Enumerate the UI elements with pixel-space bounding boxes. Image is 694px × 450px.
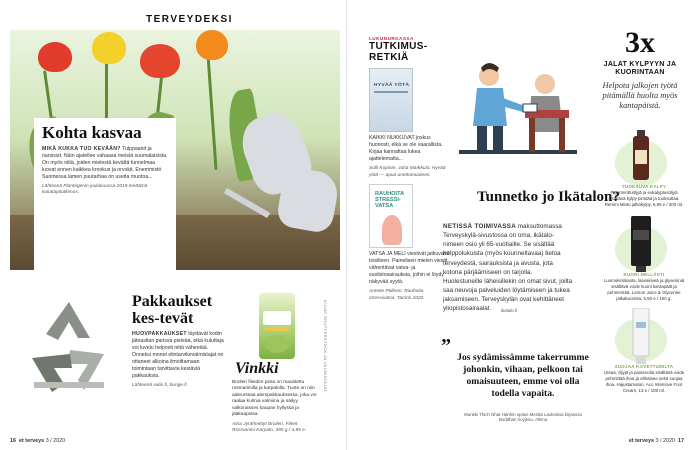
tutkimus-title: TUTKIMUS-RETKIÄ (369, 41, 428, 63)
doctor-patient-illustration (459, 54, 577, 172)
book1-credit: Sulli Kopiste, Juha Markkula: Hyvää yötä — apua unettomuuteen. (369, 166, 446, 178)
right-page (347, 0, 694, 450)
kohta-body-text: Tulppaanit ja narsissit. Näin ajatellee vahaasa meistä suomalaisista. On myös niitä, joiden mielestä kevättä tunnelmaa luovat ennen kaikkea krookus ja orvokit. Enemmistö Suomessa lamen puutarhaa on useita muotoa... (42, 145, 168, 180)
3x-title: JALAT KYLPYYN JA KUORINTAAN (603, 61, 677, 77)
tutkimus-column (369, 36, 449, 302)
book2-title: RAUHOITA STRESSI-VATSA (375, 191, 404, 210)
issue-number: 3 / 2020 (45, 438, 66, 444)
tunnetko-title: Tunnetko jo Ikätalon? (477, 189, 620, 205)
foot-bath-bottle-icon (629, 130, 653, 182)
kohta-title: Kohta kasvaa (42, 123, 142, 142)
footer-left (10, 438, 65, 444)
tunnetko-link: ikatalo.fi (501, 308, 518, 313)
magazine-name: et terveys (19, 438, 45, 444)
product3-text (603, 364, 685, 394)
product2-text (603, 272, 685, 302)
tunnetko-lead: NETISSÄ TOIMIVASSA (443, 223, 517, 230)
3x-feature (595, 28, 685, 111)
product1-text (603, 184, 685, 208)
broiler-package-image (259, 293, 295, 359)
product3-desc: Ureaa, öljyjä ja pantenolia sisältävä voide pehmittää ihoa ja ehkäisee sekä suojaa ihoa. Hajustamaton. Aco Intensive Foot Cream, 13 e / 100 ml. (603, 369, 685, 393)
book-cover-rauhoita-stressivatsa (369, 184, 413, 248)
3x-heading: 3x (625, 26, 655, 59)
quote-mark: ” (441, 335, 451, 357)
pakkaukset-body-text: täyttävät kodin jäteastian parissa pisteää, eikä kuluttaja voi luvelu helposti niitä vähentää. Onneksi monet elintarvikevalmistajat on ottaneet alkoina ilmoittamaan toimintaan tarvittavia kestäviä pakkauksia. (132, 330, 224, 379)
product3-kicker: SUOJAA KOVETTUMILTA (614, 364, 674, 369)
foot-cream-tube-icon (631, 308, 651, 364)
footer-right (629, 438, 684, 444)
kohta-caption: Lähteenä Plantagenin joulukuussa 2019 teettämä kuluttajatutkimus. (42, 183, 148, 196)
book1-title: HYVÄÄ YÖTÄ (374, 83, 410, 88)
photo-credit: KUVAT SHUTTERSTOCK JA VALMISTAJAT (323, 300, 328, 393)
kohta-body (42, 146, 168, 181)
pakkaukset-title: Pakkaukset kes-tevät (132, 293, 213, 327)
vinkki-credit: Atria Jyrähnettyt Broileri. Fileet Rosmariini-Karpalo, 390 g / 4,95 e. (232, 421, 307, 434)
book2-credit: Annete Pöllnen: Rauhoita stressivatsa. Tammi 2020. (369, 289, 425, 301)
page-number: 16 (10, 438, 16, 444)
product1-kicker: TUOKSUVA KYLPY (621, 184, 667, 189)
pakkaukset-body (132, 331, 224, 380)
tutkimus-kicker: LUKUNURKASSA (369, 36, 414, 41)
vinkki-title: Vinkki (235, 360, 279, 377)
section-title: TERVEYDEKSI (146, 14, 233, 25)
issue-number-right: 3 / 2020 (655, 438, 675, 444)
pakkaukset-lead: HUOVPAKKAUKSET (132, 330, 187, 337)
kohta-lead: MIKÄ KUKKA TUO KEVÄÄN? (42, 145, 121, 152)
product2-desc: Luomukirsikasta, laavakiveä ja glyseriiniä sisältävä voide kuorii kantapäät ja pehmentää. Lemon Juice & Glycerine jalkakuorinta, 5,50 e / 100 g. (603, 277, 685, 301)
tunnetko-body (443, 222, 573, 313)
product1-desc: Piparminttuöljyä ja eukalyptusöljyä sisältävä kylpy piristää ja tuoksuttaa. Remmi Mintu jalkakylpy, 5,95 e / 200 ml. (604, 189, 684, 207)
pakkaukset-caption: Lähteenä valio.fi, bunge.fi (132, 382, 187, 388)
vinkki-body-text: Broileri fileiden pinta on maustettu rosmariinilla ja karpalolla. Tuote on niin aaleurssaa alempakkauksessa, joka voi raalaa kulmia valmiina ja säilyy valkonasses kaupan hyllyssä ja jääkaapissa. (232, 380, 317, 418)
scrub-tube-icon (629, 216, 653, 272)
tunnetko-body-text: maksuttomassa Terveyskylä-sivustossa on oma, ikätalo-nimeen osio yli 65-vuotiaille. Se sisältää helppolukuista (myös kuunneltavaa) tietoa terveydestä, sairauksista ja avusta, jota kotona pärjäämiseen on tarjolla. Huolestuneille läheisillekin on omat sivut, joilta saa neuvoja palveluiden löytämiseen ja tukea jaksamiseen. Terveyskylän ovat kehittäneet yliopistosairaalat. (443, 223, 573, 313)
book-cover-hyvaa-yota (369, 68, 413, 132)
vinkki-body (232, 380, 320, 435)
3x-subtitle: Helpota jalkojen työtä pitämällä huolta myös kantapäistä. (602, 80, 678, 110)
book2-text: VATSA JA MELI viestivät jatkuvasti toisilleen. Painelisen mielen viestit vähentävat vatsa- ja suolistosairauksia, joihin ei löydy näkyvää syytä. (369, 251, 449, 286)
kohta-kasvaa-article (34, 118, 176, 274)
page-number-right: 17 (678, 438, 684, 444)
pakkaukset-article (132, 294, 224, 389)
magazine-name-right: et terveys (628, 438, 655, 444)
product2-kicker: KUORI HELLÄSTI (623, 272, 665, 277)
recycle-symbol-icon (12, 294, 126, 404)
quote-credit: Munkki Thich Nhat Hanhin opitus Mestta Lauksissa kirjasssa Buddhan hoyjesu. Alkma (464, 412, 582, 422)
quote-text: Jos sydämissämme takerrumme johonkin, vihaan, pelkoon tai omaisuuteen, emme voi olla todella vapaita. (457, 352, 589, 399)
book1-text: KAIKKI NUKKUVAT joskus huonosti, eikä se ole vaarallista. Kirjaa kannattaa lukea ajattelematta... (369, 135, 443, 163)
